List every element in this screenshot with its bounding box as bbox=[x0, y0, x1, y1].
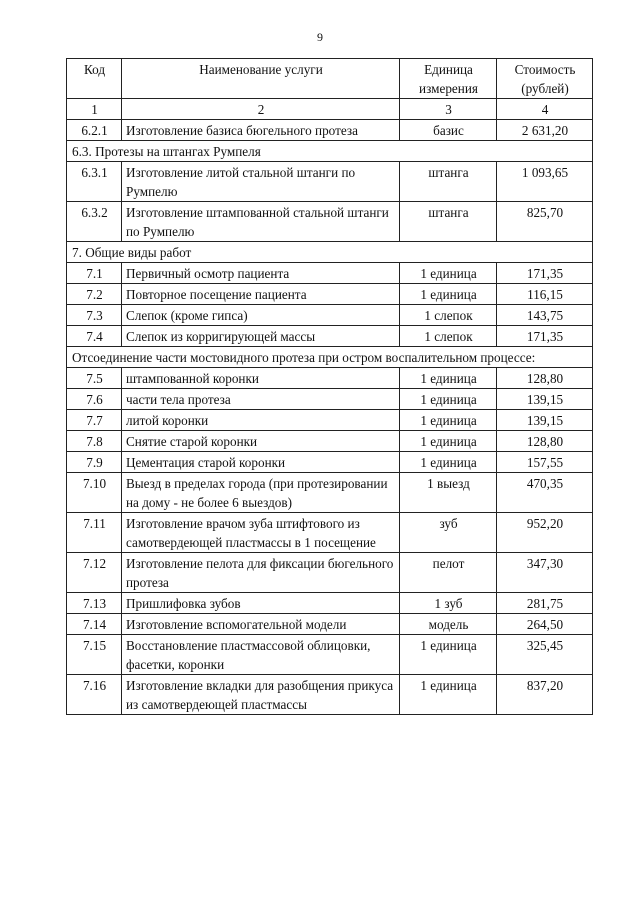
table-row bbox=[67, 593, 593, 614]
row-cost: 470,35 bbox=[497, 473, 593, 513]
table-row bbox=[67, 284, 593, 305]
row-unit: модель bbox=[400, 614, 497, 635]
row-name: Изготовление базиса бюгельного протеза bbox=[122, 120, 400, 141]
header-code: Код bbox=[67, 59, 122, 99]
row-cost: 264,50 bbox=[497, 614, 593, 635]
row-cost: 128,80 bbox=[497, 431, 593, 452]
table-row bbox=[67, 553, 593, 593]
row-code: 7.15 bbox=[67, 635, 122, 675]
table-row bbox=[67, 452, 593, 473]
row-cost: 825,70 bbox=[497, 202, 593, 242]
table-row bbox=[67, 263, 593, 284]
row-cost: 171,35 bbox=[497, 263, 593, 284]
row-name: Пришлифовка зубов bbox=[122, 593, 400, 614]
row-name: Слепок (кроме гипса) bbox=[122, 305, 400, 326]
row-code: 6.3.1 bbox=[67, 162, 122, 202]
row-cost: 139,15 bbox=[497, 389, 593, 410]
row-unit: 1 единица bbox=[400, 389, 497, 410]
row-code: 7.12 bbox=[67, 553, 122, 593]
table-row bbox=[67, 305, 593, 326]
row-cost: 325,45 bbox=[497, 635, 593, 675]
table-row bbox=[67, 162, 593, 202]
row-code: 7.5 bbox=[67, 368, 122, 389]
page-number: 9 bbox=[317, 30, 323, 44]
row-name: Снятие старой коронки bbox=[122, 431, 400, 452]
column-number-row bbox=[67, 99, 593, 120]
row-cost: 143,75 bbox=[497, 305, 593, 326]
section-row bbox=[67, 242, 593, 263]
row-name: Изготовление литой стальной штанги по Румпелю bbox=[122, 162, 400, 202]
row-unit: базис bbox=[400, 120, 497, 141]
table-header-row bbox=[67, 59, 593, 99]
header-unit: Единица измерения bbox=[400, 59, 497, 99]
row-name: Изготовление вспомогательной модели bbox=[122, 614, 400, 635]
row-unit: 1 единица bbox=[400, 263, 497, 284]
row-name: части тела протеза bbox=[122, 389, 400, 410]
column-number: 2 bbox=[122, 99, 400, 120]
table-row bbox=[67, 120, 593, 141]
column-number: 4 bbox=[497, 99, 593, 120]
table-row bbox=[67, 513, 593, 553]
row-unit: штанга bbox=[400, 202, 497, 242]
row-code: 7.11 bbox=[67, 513, 122, 553]
table-row bbox=[67, 410, 593, 431]
row-unit: 1 единица bbox=[400, 410, 497, 431]
row-cost: 837,20 bbox=[497, 675, 593, 715]
row-unit: 1 зуб bbox=[400, 593, 497, 614]
row-unit: 1 слепок bbox=[400, 326, 497, 347]
row-unit: пелот bbox=[400, 553, 497, 593]
table-row bbox=[67, 614, 593, 635]
row-unit: 1 единица bbox=[400, 635, 497, 675]
row-code: 7.3 bbox=[67, 305, 122, 326]
row-cost: 139,15 bbox=[497, 410, 593, 431]
price-table bbox=[66, 58, 593, 715]
table-row bbox=[67, 389, 593, 410]
row-name: штампованной коронки bbox=[122, 368, 400, 389]
row-cost: 157,55 bbox=[497, 452, 593, 473]
table-row bbox=[67, 202, 593, 242]
row-code: 7.2 bbox=[67, 284, 122, 305]
row-cost: 952,20 bbox=[497, 513, 593, 553]
section-title: Отсоединение части мостовидного протеза при остром воспалительном процессе: bbox=[67, 347, 593, 368]
row-cost: 171,35 bbox=[497, 326, 593, 347]
row-name: Повторное посещение пациента bbox=[122, 284, 400, 305]
row-unit: 1 выезд bbox=[400, 473, 497, 513]
table-row bbox=[67, 473, 593, 513]
column-number: 3 bbox=[400, 99, 497, 120]
row-code: 7.8 bbox=[67, 431, 122, 452]
row-code: 7.4 bbox=[67, 326, 122, 347]
row-code: 7.9 bbox=[67, 452, 122, 473]
section-title: 6.3. Протезы на штангах Румпеля bbox=[67, 141, 593, 162]
table-row bbox=[67, 368, 593, 389]
row-code: 7.7 bbox=[67, 410, 122, 431]
row-unit: 1 единица bbox=[400, 675, 497, 715]
row-unit: 1 единица bbox=[400, 431, 497, 452]
table-row bbox=[67, 635, 593, 675]
column-number: 1 bbox=[67, 99, 122, 120]
row-unit: 1 единица bbox=[400, 368, 497, 389]
row-name: Изготовление врачом зуба штифтового из самотвердеющей пластмассы в 1 посещение bbox=[122, 513, 400, 553]
row-unit: зуб bbox=[400, 513, 497, 553]
row-name: Слепок из корригирующей массы bbox=[122, 326, 400, 347]
row-cost: 1 093,65 bbox=[497, 162, 593, 202]
row-unit: штанга bbox=[400, 162, 497, 202]
row-name: литой коронки bbox=[122, 410, 400, 431]
row-unit: 1 слепок bbox=[400, 305, 497, 326]
row-code: 7.6 bbox=[67, 389, 122, 410]
row-name: Изготовление пелота для фиксации бюгельного протеза bbox=[122, 553, 400, 593]
row-name: Первичный осмотр пациента bbox=[122, 263, 400, 284]
row-cost: 128,80 bbox=[497, 368, 593, 389]
row-name: Изготовление штампованной стальной штанги по Румпелю bbox=[122, 202, 400, 242]
table-row bbox=[67, 675, 593, 715]
row-code: 7.14 bbox=[67, 614, 122, 635]
row-name: Цементация старой коронки bbox=[122, 452, 400, 473]
section-title: 7. Общие виды работ bbox=[67, 242, 593, 263]
row-name: Изготовление вкладки для разобщения прикуса из самотвердеющей пластмассы bbox=[122, 675, 400, 715]
row-code: 7.16 bbox=[67, 675, 122, 715]
row-code: 7.10 bbox=[67, 473, 122, 513]
row-code: 6.2.1 bbox=[67, 120, 122, 141]
header-name: Наименование услуги bbox=[122, 59, 400, 99]
row-cost: 116,15 bbox=[497, 284, 593, 305]
row-code: 7.1 bbox=[67, 263, 122, 284]
row-unit: 1 единица bbox=[400, 284, 497, 305]
section-row bbox=[67, 347, 593, 368]
header-cost: Стоимость (рублей) bbox=[497, 59, 593, 99]
row-cost: 2 631,20 bbox=[497, 120, 593, 141]
row-code: 6.3.2 bbox=[67, 202, 122, 242]
row-code: 7.13 bbox=[67, 593, 122, 614]
table-row bbox=[67, 431, 593, 452]
row-cost: 347,30 bbox=[497, 553, 593, 593]
row-cost: 281,75 bbox=[497, 593, 593, 614]
row-name: Восстановление пластмассовой облицовки, фасетки, коронки bbox=[122, 635, 400, 675]
row-name: Выезд в пределах города (при протезировании на дому - не более 6 выездов) bbox=[122, 473, 400, 513]
row-unit: 1 единица bbox=[400, 452, 497, 473]
table-row bbox=[67, 326, 593, 347]
section-row bbox=[67, 141, 593, 162]
